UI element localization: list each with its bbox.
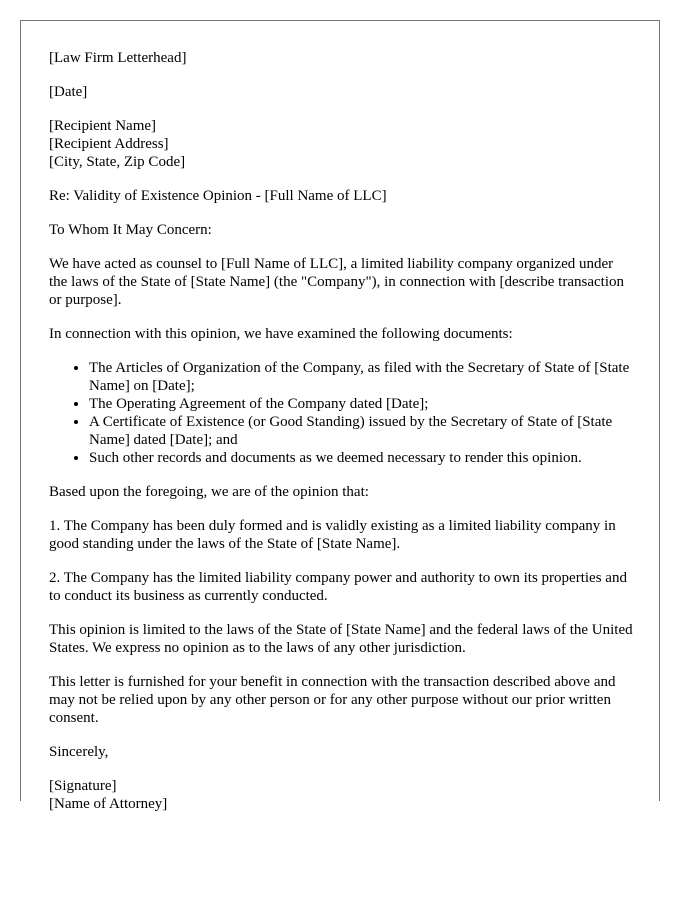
closing: Sincerely, (49, 744, 109, 760)
signature: [Signature] (49, 778, 117, 794)
letterhead: [Law Firm Letterhead] (49, 50, 187, 66)
document-item: • A Certificate of Existence (or Good Standing) issued by the Secretary of State of [State Name] dated [Date]; and (89, 413, 634, 449)
documents-list (49, 359, 634, 467)
letter-date: [Date] (49, 84, 88, 100)
attorney-name: [Name of Attorney] (49, 796, 168, 812)
documents-intro: In connection with this opinion, we have examined the following documents: (49, 326, 513, 342)
salutation: To Whom It May Concern: (49, 222, 212, 238)
document-item: • The Operating Agreement of the Company dated [Date]; (89, 395, 634, 413)
document-item: • Such other records and documents as we deemed necessary to render this opinion. (89, 449, 634, 467)
signature-block (49, 777, 634, 813)
reliance-paragraph: This letter is furnished for your benefit in connection with the transaction described above and may not be relied upon by any other person or for any other purpose without our prior written consent. (49, 674, 616, 726)
document-item: • The Articles of Organization of the Company, as filed with the Secretary of State of [State Name] on [Date]; (89, 359, 634, 395)
opinion-1: 1. The Company has been duly formed and is validly existing as a limited liability company in good standing under the laws of the State of [State Name]. (49, 518, 616, 552)
recipient-city-state-zip: [City, State, Zip Code] (49, 154, 186, 170)
intro-paragraph: We have acted as counsel to [Full Name of LLC], a limited liability company organized under the laws of the State of [State Name] (the "Company"), in connection with [describe transaction or purpose]. (49, 256, 624, 308)
letter-page (20, 20, 660, 812)
recipient-block (49, 117, 634, 171)
opinion-intro: Based upon the foregoing, we are of the opinion that: (49, 484, 369, 500)
limitation-paragraph: This opinion is limited to the laws of the State of [State Name] and the federal laws of the United States. We express no opinion as to the laws of any other jurisdiction. (49, 622, 633, 656)
opinion-2: 2. The Company has the limited liability company power and authority to own its properties and to conduct its business as currently conducted. (49, 570, 627, 604)
letter-body (49, 49, 634, 813)
recipient-address: [Recipient Address] (49, 136, 169, 152)
recipient-name: [Recipient Name] (49, 118, 157, 134)
subject-line: Re: Validity of Existence Opinion - [Full Name of LLC] (49, 188, 387, 204)
